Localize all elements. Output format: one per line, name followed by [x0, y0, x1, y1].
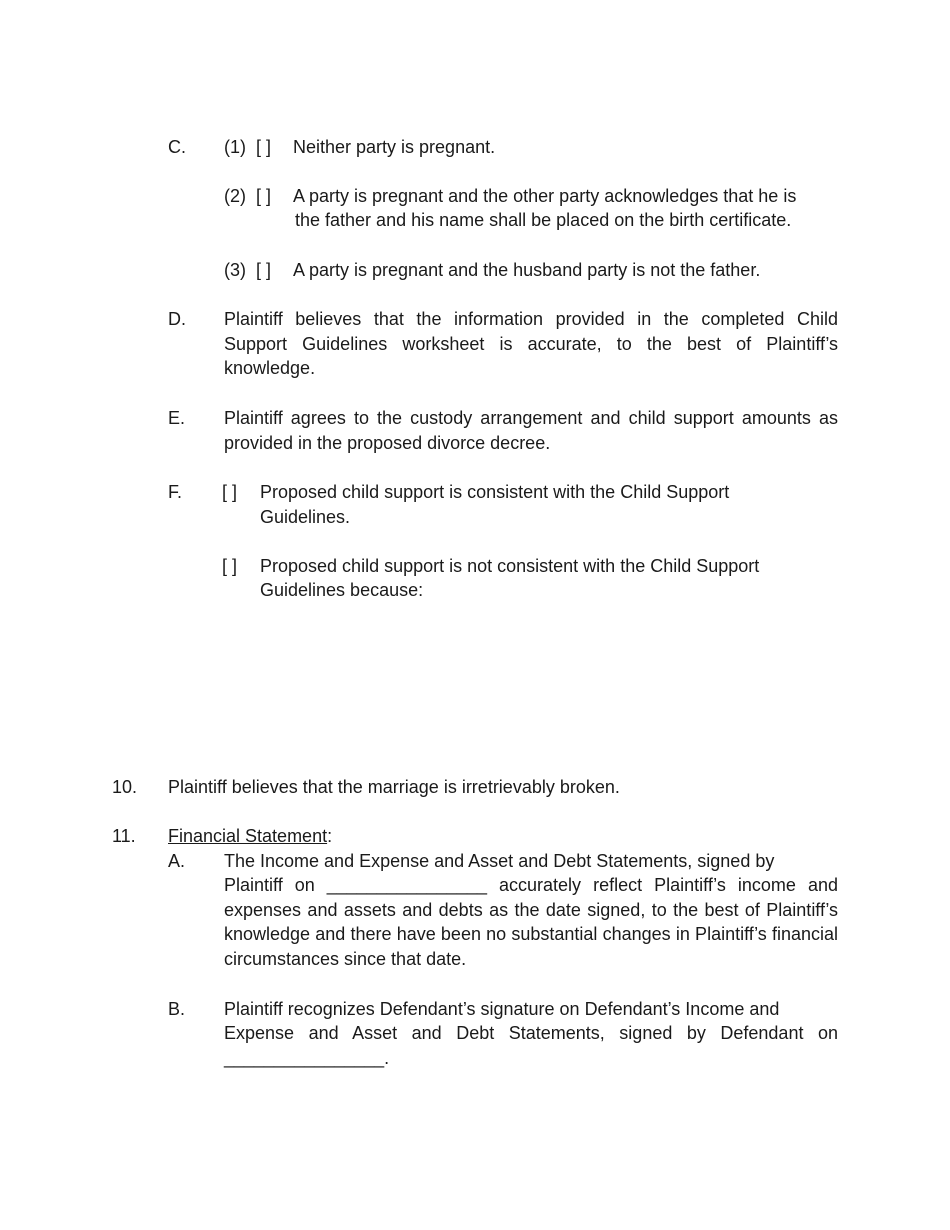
- item-11b-label: B.: [168, 999, 186, 1019]
- heading-colon: :: [327, 826, 333, 846]
- option-c3-checkbox[interactable]: [ ]: [256, 260, 272, 280]
- item-11a-text-line1: The Income and Expense and Asset and Debt Statements, signed by: [224, 851, 775, 871]
- section-d-text: Plaintiff believes that the information provided in the completed Child Support Guidelines worksheet is accurate, to the best of Plaintiff’s knowledge.: [224, 309, 838, 378]
- option-c2-text-line2: the father and his name shall be placed on the birth certificate.: [295, 210, 792, 230]
- option-c1-text: Neither party is pregnant.: [293, 137, 496, 157]
- section-d-label: D.: [168, 309, 186, 329]
- option-f1-text-line1: Proposed child support is consistent with the Child Support: [260, 482, 730, 502]
- item-11b-text-rest: Expense and Asset and Debt Statements, signed by Defendant on ________________.: [224, 1023, 838, 1068]
- option-c3-number: (3): [224, 260, 246, 280]
- section-e-label: E.: [168, 408, 186, 428]
- item-11b-text-line1: Plaintiff recognizes Defendant’s signature on Defendant’s Income and: [224, 999, 780, 1019]
- section-f-label: F.: [168, 482, 183, 502]
- item-11a-label: A.: [168, 851, 186, 871]
- financial-statement-heading: Financial Statement: [168, 826, 328, 846]
- option-c2-checkbox[interactable]: [ ]: [256, 186, 272, 206]
- option-f2-text-line2: Guidelines because:: [260, 580, 424, 600]
- item-11a-text-rest: Plaintiff on ________________ accurately reflect Plaintiff’s income and expenses and assets and debts as the date signed, to the best of Plaintiff’s knowledge and there have been no substantial changes in Plaintiff’s financial circumstances since that date.: [224, 875, 838, 969]
- option-c1-number: (1): [224, 137, 246, 157]
- section-e-text: Plaintiff agrees to the custody arrangement and child support amounts as provided in the proposed divorce decree.: [224, 408, 838, 453]
- section-c-label: C.: [168, 137, 186, 157]
- item-11-number: 11.: [112, 826, 136, 846]
- item-10-number: 10.: [112, 777, 138, 797]
- option-f1-text-line2: Guidelines.: [260, 507, 351, 527]
- option-f2-checkbox[interactable]: [ ]: [222, 556, 238, 576]
- option-f1-checkbox[interactable]: [ ]: [222, 482, 238, 502]
- item-10-text: Plaintiff believes that the marriage is irretrievably broken.: [168, 777, 620, 797]
- option-f2-text-line1: Proposed child support is not consistent with the Child Support: [260, 556, 760, 576]
- option-c2-number: (2): [224, 186, 246, 206]
- option-c2-text-line1: A party is pregnant and the other party acknowledges that he is: [293, 186, 797, 206]
- option-c1-checkbox[interactable]: [ ]: [256, 137, 272, 157]
- item-11-heading-wrap: [168, 824, 332, 848]
- option-c3-text: A party is pregnant and the husband party is not the father.: [293, 260, 761, 280]
